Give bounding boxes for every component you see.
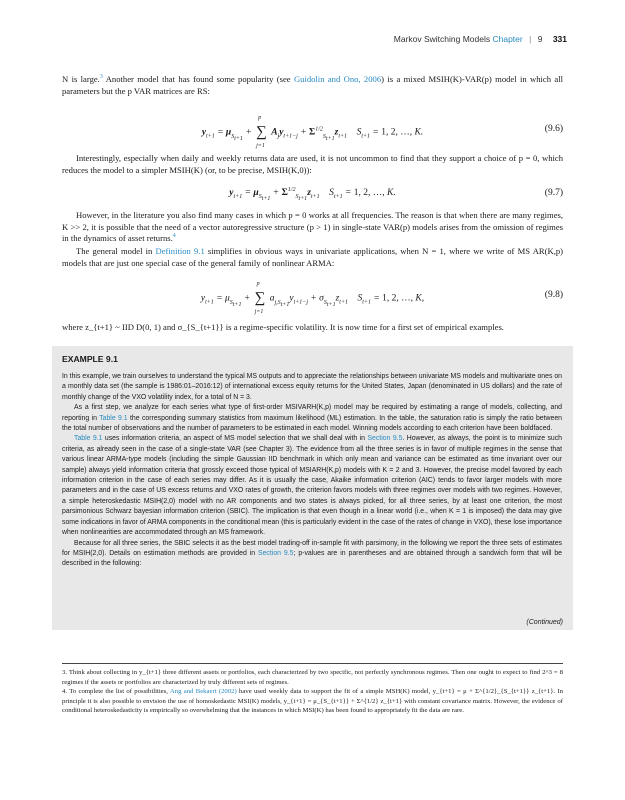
running-head — [394, 34, 567, 44]
para4-text-a: The general model in — [76, 246, 156, 256]
equation-9-6 — [62, 115, 563, 149]
example-p2-text-b: the corresponding summary statistics from maximum likelihood (ML) estimation. In the table, the saturation ratio is simply the ratio between the total number of observations and the number of parameters to be estimated in each model. Winning models according to each criterion have been boldfaced. — [62, 414, 563, 433]
chapter-label: Chapter — [492, 34, 523, 44]
example-body — [62, 372, 562, 570]
footnotes — [62, 668, 563, 716]
para4-text-b: simplifies in obvious ways in univariate applications, when N = 1, where we write of MS AR(K,p) models that are just one special case of the general family of nonlinear ARMA: — [62, 246, 564, 268]
example-p4-text-b: ; p-values are in parentheses and are obtained through a sandwich form that will be described in the following: — [62, 549, 562, 568]
paragraph-general-model — [62, 246, 563, 269]
running-title: Markov Switching Models — [393, 34, 491, 44]
table-link[interactable]: Table 9.1 — [99, 414, 128, 422]
example-p3-text-b: . However, as always, the point is to minimize such criteria, as already seen in the case of a single-state VAR (see Chapter 3). The evidence from all the three series is in favor of multiple regimes in the sense that various linear ARMA-type models (including the simple Gaussian IID benchmark in which only mean and variance can be estimated as time invariant over our sample) always yield information criteria that grossly exceed those typical of MSIARH(K,p) models with K = 2 and 3. However, the precise model favored by each information criterion in the case of each series may differ. As it is usually the case, Akaike information criterion (AIC) tends to favor larger models with more parameters and in the case of US excess returns and VXO rates of growth, the criterion favors models with three regimes over models with two regimes. However, a simple heteroskedastic MSIH(2,0) model with no AR components and two states is always picked, for all three series, by at least one criterion, the most parsimonious Schwarz bayesian information criterion (SBIC). The implication is that even though in a linear world (i.e., when K = 1 is imposed) the data may give some indications in favor of ARMA components in the conditional mean (this is particularly evident in the case of the rates of change in VXO), these lose importance when nonlinearities are accommodated through an MS framework. — [62, 435, 563, 537]
section-link[interactable]: Section 9.5 — [258, 549, 294, 557]
example-paragraph-3 — [62, 434, 562, 538]
example-p3-text-a: uses information criteria, an aspect of MS model selection that we shall deal with in — [102, 435, 368, 443]
equation-9-8-number: (9.8) — [544, 290, 563, 300]
para3-text: However, in the literature you also find many cases in which p = 0 works at all frequencies. The reason is that when there are many regimes, K >> 2, it is possible that the need of a vector autoregressive structure (p > 1) in single-state VAR(p) models arises from the omission of regimes in the dynamics of asset returns. — [62, 210, 563, 244]
example-title: EXAMPLE 9.1 — [62, 354, 118, 364]
footnote-mark-4[interactable]: 4 — [172, 233, 176, 240]
footnote-4-text-a: 4. To complete the list of possibilities, — [62, 688, 170, 696]
definition-link[interactable]: Definition 9.1 — [155, 246, 205, 256]
equation-9-6-rendered: $y_{t+1} = \mu_{S_{t+1}}$ + ∑ p j=1 $A_jy_{t+1-j} + \Sigma^{1/2}_{S_{t+1}}z_{t+1}$ $S_{t+1} = 1$, 2, …, K. — [201, 115, 424, 149]
example-p4-text-a: Because for all three series, the SBIC selects it as the best model trading-off in-sample fit with parsimony, in the following we report the three sets of estimates for MSIH(2,0). Details on estimation methods are provided in — [62, 539, 562, 557]
equation-9-8-rendered: $y_{t+1} = \mu_{S_{t+1}}$ + ∑ p j=1 $a_{j,S_{t+1}}y_{t+1-j} + \sigma_{S_{t+1}}z_{t+1}$ $S_{t+1} = 1$, 2, …, K, — [200, 281, 425, 315]
example-box — [52, 346, 573, 630]
footnote-4-text-b: have used weekly data to support the fit of a simple MSH(K) model, y_{t+1} = μ + Σ^{1/2}_{S_{t+1}} z_{t+1}. In principle it is also possible to envision the use of homoskedastic MSI(K) models, y_{t+1} = μ_{S_{t+1}} + Σ^{1/2} z_{t+1} with constant covariance matrix. However, the evidence of conditional heteroskedasticity is empirically so overwhelming that the instances in which MSI(K) has been found to appropriately fit the data are rare. — [62, 688, 564, 715]
para1-text-b: Another model that has found some popularity (see — [102, 74, 294, 84]
footnote-divider — [62, 663, 563, 664]
equation-9-6-number: (9.6) — [544, 124, 563, 134]
footnote-mark-3[interactable]: 3 — [99, 74, 103, 81]
para1-text-c: ) is a mixed MSIH(K)-VAR(p) model in which all parameters but the p VAR matrices are RS: — [62, 74, 563, 96]
footnote-4 — [62, 687, 563, 716]
sum-sign: ∑ p j=1 — [254, 281, 266, 315]
paragraph-daily-weekly: Interestingly, especially when daily and weekly returns data are used, it is not uncommon to find that they support a choice of p = 0, which reduces the model to a simpler MSIH(K) (or, to be precise, MSIH(K,0)): — [62, 153, 563, 175]
example-paragraph-4 — [62, 539, 562, 570]
paragraph-intro — [62, 74, 563, 97]
table-link[interactable]: Table 9.1 — [74, 435, 103, 443]
citation-link[interactable]: Guidolin and Ono, 2006 — [293, 74, 382, 84]
equation-9-8 — [62, 281, 563, 315]
section-link[interactable]: Section 9.5 — [367, 435, 403, 443]
continued-label: (Continued) — [526, 619, 563, 626]
example-paragraph-1: In this example, we train ourselves to understand the typical MS outputs and to appreciate the relationships between univariate MS models and multivariate ones on a monthly data set (the sample is 1986:01–2016:12) of international excess equity returns for the United States, Japan (denominated in US dollars) and the rate of monthly change of the VXO volatility index, for a total of N = 3. — [62, 373, 562, 401]
citation-link[interactable]: Ang and Bekaert (2002) — [169, 688, 237, 696]
equation-9-7 — [62, 186, 563, 204]
chapter-number: 9 — [537, 34, 543, 44]
equation-9-7-number: (9.7) — [544, 188, 563, 198]
example-p2-text-a: As a first step, we analyze for each series what type of first-order MSIVARH(K,p) model may be required by estimating a range of models, collecting, and reporting in — [62, 404, 562, 422]
equation-9-7-rendered: $y_{t+1} = \mu_{S_{t+1}} + \Sigma^{1/2}_{S_{t+1}}z_{t+1}$ $S_{t+1} = 1$, 2, …, K. — [229, 186, 396, 203]
paragraph-literature — [62, 210, 563, 245]
sum-sign: ∑ p j=1 — [256, 115, 267, 149]
footnote-3: 3. Think about collecting in y_{t+1} three different assets or portfolios, each characterized by two specific, not perfectly synchronous regimes. Then one ought to expect to find 2^3 = 8 regimes if the assets or portfolios are characterized by truly different sets of regimes. — [62, 669, 563, 686]
paragraph-volatility: where z_{t+1} ~ IID D(0, 1) and σ_{S_{t+1}} is a regime-specific volatility. It is now time for a first set of empirical examples. — [62, 322, 504, 332]
header-separator: | — [529, 34, 532, 44]
page-number: 331 — [552, 34, 567, 44]
para1-text-a: N is large. — [62, 74, 100, 84]
example-paragraph-2 — [62, 403, 562, 434]
